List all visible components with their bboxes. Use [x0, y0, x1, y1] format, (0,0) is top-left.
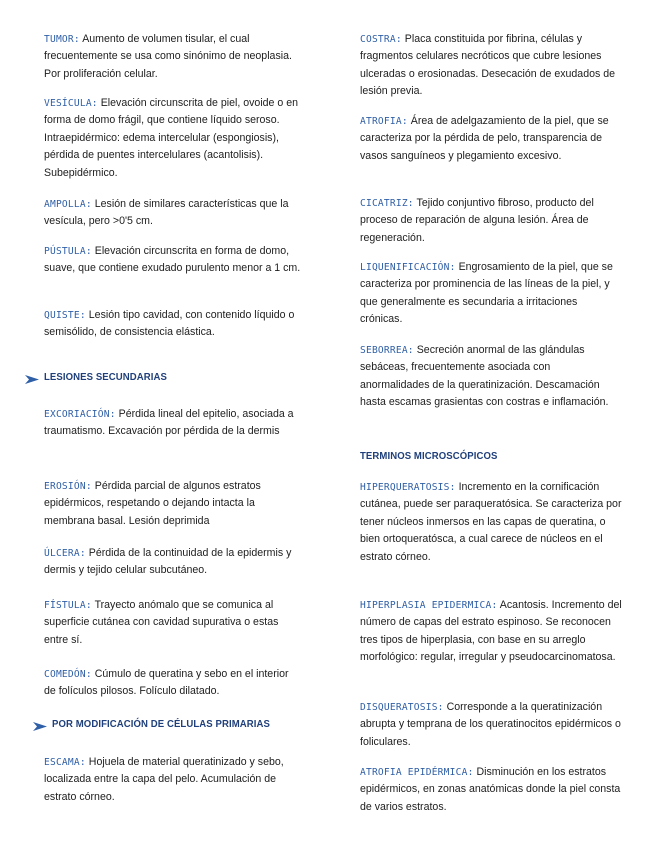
term-label: ATROFIA:	[360, 116, 408, 127]
term-label: ESCAMA:	[44, 757, 86, 768]
term-definition: Hojuela de material queratinizado y sebo, localizada entre la capa del pelo. Acumulación de estrato córneo.	[44, 756, 284, 803]
term-definition: Lesión tipo cavidad, con contenido líquido o semisólido, de consistencia elástica.	[44, 309, 295, 339]
term-label: PÚSTULA:	[44, 246, 92, 257]
term-label: EXCORIACIÓN:	[44, 409, 116, 420]
term-definition: Área de adelgazamiento de la piel, que se caracteriza por la pérdida de pelo, transparencia de vasos sanguíneos y plegamiento excesivo.	[360, 115, 609, 162]
term-label: FÍSTULA:	[44, 600, 92, 611]
term-definition: Tejido conjuntivo fibroso, producto del proceso de reparación de alguna lesión. Área de regeneración.	[360, 197, 594, 244]
term-label: COMEDÓN:	[44, 669, 92, 680]
entry-hiperqueratosis	[360, 479, 622, 566]
term-label: HIPERQUERATOSIS:	[360, 482, 456, 493]
term-label: DISQUERATOSIS:	[360, 702, 444, 713]
term-definition: Incremento en la cornificación cutánea, puede ser paraqueratósica. Se caracteriza por tener núcleos inmersos en las capas de queratina, o bien ortoqueratósca, a cual carece de núcleos en el estrato córneo.	[360, 481, 622, 563]
entry-fistula	[44, 597, 302, 649]
term-label: ATROFIA EPIDÉRMICA:	[360, 767, 474, 778]
term-definition: Secreción anormal de las glándulas sebáceas, frecuentemente asociada con anormalidades de la queratinización. Descamación hasta escamas grasientas con costras e inflamación.	[360, 344, 609, 409]
entry-disqueratosis	[360, 699, 622, 751]
term-definition: Lesión de similares características que la vesícula, pero >0'5 cm.	[44, 198, 289, 228]
entry-atrofia-epidermica	[360, 764, 622, 816]
term-definition: Pérdida de la continuidad de la epidermis y dermis y tejido celular subcutáneo.	[44, 547, 292, 577]
term-label: VESÍCULA:	[44, 98, 98, 109]
term-label: EROSIÓN:	[44, 481, 92, 492]
entry-quiste	[44, 307, 302, 342]
entry-atrofia	[360, 113, 622, 165]
entry-excoriacion	[44, 406, 302, 441]
entry-tumor	[44, 31, 302, 83]
arrow-right-icon	[32, 721, 48, 732]
term-label: TUMOR:	[44, 34, 80, 45]
term-label: SEBORREA:	[360, 345, 414, 356]
term-definition: Pérdida parcial de algunos estratos epidérmicos, respetando o dejando intacta la membrana basal. Lesión deprimida	[44, 480, 261, 527]
term-label: QUISTE:	[44, 310, 86, 321]
term-definition: Aumento de volumen tisular, el cual frecuentemente se usa como sinónimo de neoplasia. Por proliferación celular.	[44, 33, 292, 80]
entry-hiperplasia-epidermica	[360, 597, 622, 667]
term-definition: Placa constituida por fibrina, células y fragmentos celulares necróticos que cubre lesiones ulceradas o erosionadas. Desecación de exudados de lesión previa.	[360, 33, 616, 98]
term-definition: Corresponde a la queratinización abrupta y temprana de los queratinocitos epidérmicos o foliculares.	[360, 701, 621, 748]
entry-liquenificacion	[360, 259, 622, 329]
entry-vesicula	[44, 95, 302, 182]
term-definition: Acantosis. Incremento del número de capas del estrato espinoso. Se reconocen tres tipos de hiperplasia, con base en su arreglo morfológico: regular, irregular y pseudocarcinomatosa.	[360, 599, 622, 664]
section-heading-terminos-microscopicos: TERMINOS MICROSCÓPICOS	[360, 451, 498, 462]
entry-cicatriz	[360, 195, 622, 247]
term-definition: Pérdida lineal del epitelio, asociada a traumatismo. Excavación por pérdida de la dermis	[44, 408, 294, 438]
term-label: CICATRIZ:	[360, 198, 414, 209]
entry-escama	[44, 754, 302, 806]
entry-pustula	[44, 243, 302, 278]
term-definition: Engrosamiento de la piel, que se caracteriza por prominencia de las líneas de la piel, y que generalmente es secundaria a irritaciones crónicas.	[360, 261, 613, 326]
term-label: AMPOLLA:	[44, 199, 92, 210]
entry-ampolla	[44, 196, 302, 231]
entry-erosion	[44, 478, 302, 530]
term-label: LIQUENIFICACIÓN:	[360, 262, 456, 273]
term-label: COSTRA:	[360, 34, 402, 45]
arrow-right-icon	[24, 374, 40, 385]
entry-costra	[360, 31, 622, 101]
term-definition: Elevación circunscrita en forma de domo, suave, que contiene exudado purulento menor a 1 cm.	[44, 245, 301, 275]
section-heading-lesiones-secundarias: LESIONES SECUNDARIAS	[44, 372, 167, 383]
term-label: HIPERPLASIA EPIDERMICA:	[360, 600, 498, 611]
term-definition: Disminución en los estratos epidérmicos, en zonas anatómicas donde la piel consta de varios estratos.	[360, 766, 621, 813]
section-heading-modificacion-celulas: POR MODIFICACIÓN DE CÉLULAS PRIMARIAS	[52, 719, 270, 730]
entry-comedon	[44, 666, 302, 701]
term-label: ÚLCERA:	[44, 548, 86, 559]
term-definition: Cúmulo de queratina y sebo en el interior de folículos pilosos. Folículo dilatado.	[44, 668, 289, 698]
term-definition: Trayecto anómalo que se comunica al superficie cutánea con cavidad supurativa o estas entre sí.	[44, 599, 279, 646]
entry-ulcera	[44, 545, 302, 580]
term-definition: Elevación circunscrita de piel, ovoide o en forma de domo frágil, que contiene líquido seroso. Intraepidérmico: edema intercelular (espongiosis), pérdida de puentes intercelulares (acantolisis). Subepidérmico.	[44, 97, 299, 179]
entry-seborrea	[360, 342, 622, 412]
